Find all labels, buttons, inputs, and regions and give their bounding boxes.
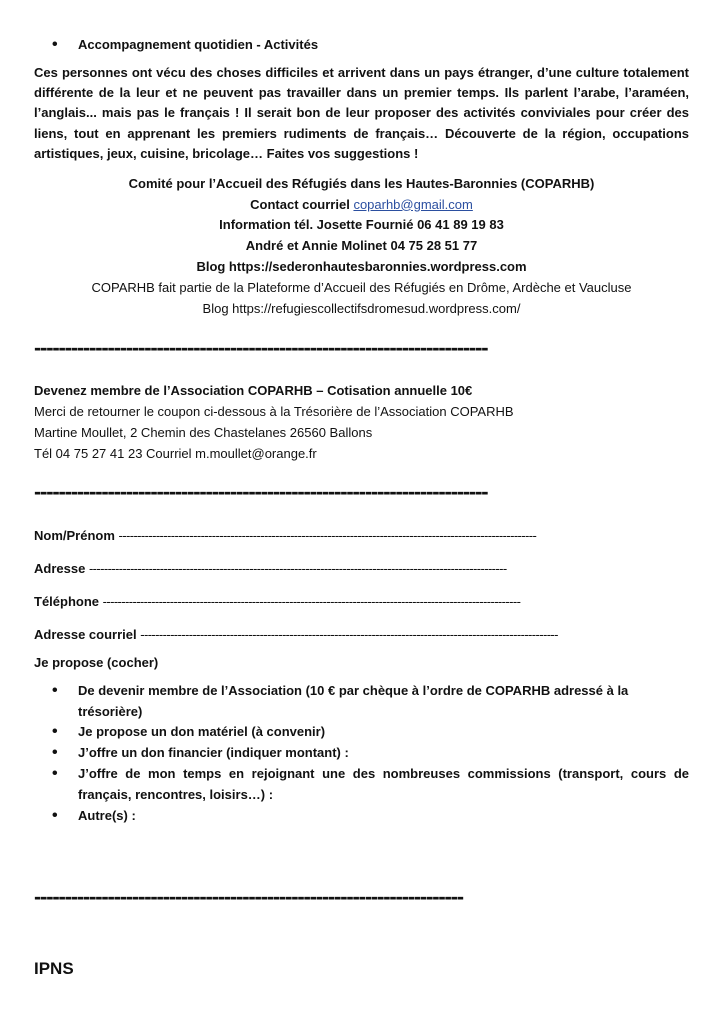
- address-field-row[interactable]: [34, 552, 689, 585]
- email-field-row[interactable]: [34, 618, 689, 651]
- address-field-label: Adresse: [34, 560, 86, 576]
- option-financial-donation[interactable]: • J’offre un don financier (indiquer montant) :: [78, 743, 689, 764]
- intro-list: [34, 35, 689, 55]
- blog-link-2[interactable]: Blog https://refugiescollectifsdromesud.wordpress.com/: [202, 300, 521, 316]
- option-other[interactable]: • Autre(s) :: [78, 806, 689, 827]
- membership-title: Devenez membre de l’Association COPARHB – Cotisation annuelle 10€: [34, 383, 473, 399]
- email-field-line[interactable]: ----------------------------------------------------------------------------------------------------------------: [140, 626, 558, 642]
- intro-bullet: • Accompagnement quotidien - Activités: [78, 35, 689, 55]
- phone-field-line[interactable]: ----------------------------------------------------------------------------------------------------------------: [102, 593, 521, 609]
- email-field-label: Adresse courriel: [34, 626, 137, 642]
- options-list: [34, 681, 689, 827]
- committee-name: Comité pour l’Accueil des Réfugiés dans les Hautes-Baronnies (COPARHB): [128, 175, 595, 191]
- separator-line: --------------------------------------------------------------------------: [34, 480, 488, 503]
- membership-line-2: Martine Moullet, 2 Chemin des Chastelanes 26560 Ballons: [34, 425, 373, 441]
- footer-ipns: IPNS: [34, 959, 74, 979]
- option-membership[interactable]: • De devenir membre de l’Association (10 € par chèque à l’ordre de COPARHB adressé à la trésorière): [78, 681, 689, 723]
- propose-title: Je propose (cocher): [34, 654, 159, 670]
- option-material-donation[interactable]: • Je propose un don matériel (à convenir): [78, 722, 689, 743]
- membership-line-1: Merci de retourner le coupon ci-dessous à la Trésorière de l’Association COPARHB: [34, 404, 514, 420]
- contact-block: [34, 174, 689, 320]
- contact-email-line: [34, 195, 689, 216]
- contact-email-label: Contact courriel: [250, 196, 354, 212]
- separator-line: --------------------------------------------------------------------------: [34, 337, 488, 360]
- membership-line-3: Tél 04 75 27 41 23 Courriel m.moullet@orange.fr: [34, 445, 317, 461]
- name-field-line[interactable]: ----------------------------------------------------------------------------------------------------------------: [118, 527, 537, 543]
- membership-block: [34, 381, 689, 464]
- contact-phone-2: André et Annie Molinet 04 75 28 51 77: [245, 238, 478, 254]
- phone-field-label: Téléphone: [34, 593, 100, 609]
- name-field-label: Nom/Prénom: [34, 527, 115, 543]
- platform-text: COPARHB fait partie de la Plateforme d’Accueil des Réfugiés en Drôme, Ardèche et Vaucluse: [91, 279, 632, 295]
- intro-paragraph: Ces personnes ont vécu des choses difficiles et arrivent dans un pays étranger, d’une culture totalement différente de la leur et ne peuvent pas travailler dans un premier temps. Ils parlent l’arabe, l’araméen, l’anglais... mais pas le français ! Il serait bon de leur proposer des activités conviviales pour créer des liens, tout en apprenant les premiers rudiments de français… Découverte de la région, occupations artistiques, jeux, cuisine, bricolage… Faites vos suggestions !: [34, 65, 689, 161]
- contact-phone-1: Information tél. Josette Fournié 06 41 89 19 83: [219, 217, 504, 233]
- blog-link-1[interactable]: Blog https://sederonhautesbaronnies.wordpress.com: [196, 259, 527, 275]
- phone-field-row[interactable]: [34, 585, 689, 618]
- name-field-row[interactable]: [34, 519, 689, 552]
- address-field-line[interactable]: ----------------------------------------------------------------------------------------------------------------: [88, 560, 507, 576]
- document-page: [34, 30, 689, 983]
- option-volunteer-time[interactable]: • J’offre de mon temps en rejoignant une des nombreuses commissions (transport, cours de français, rencontres, loisirs…) :: [78, 764, 689, 806]
- separator-line: ----------------------------------------------------------------------: [34, 886, 463, 909]
- contact-email-link[interactable]: coparhb@gmail.com: [353, 196, 473, 212]
